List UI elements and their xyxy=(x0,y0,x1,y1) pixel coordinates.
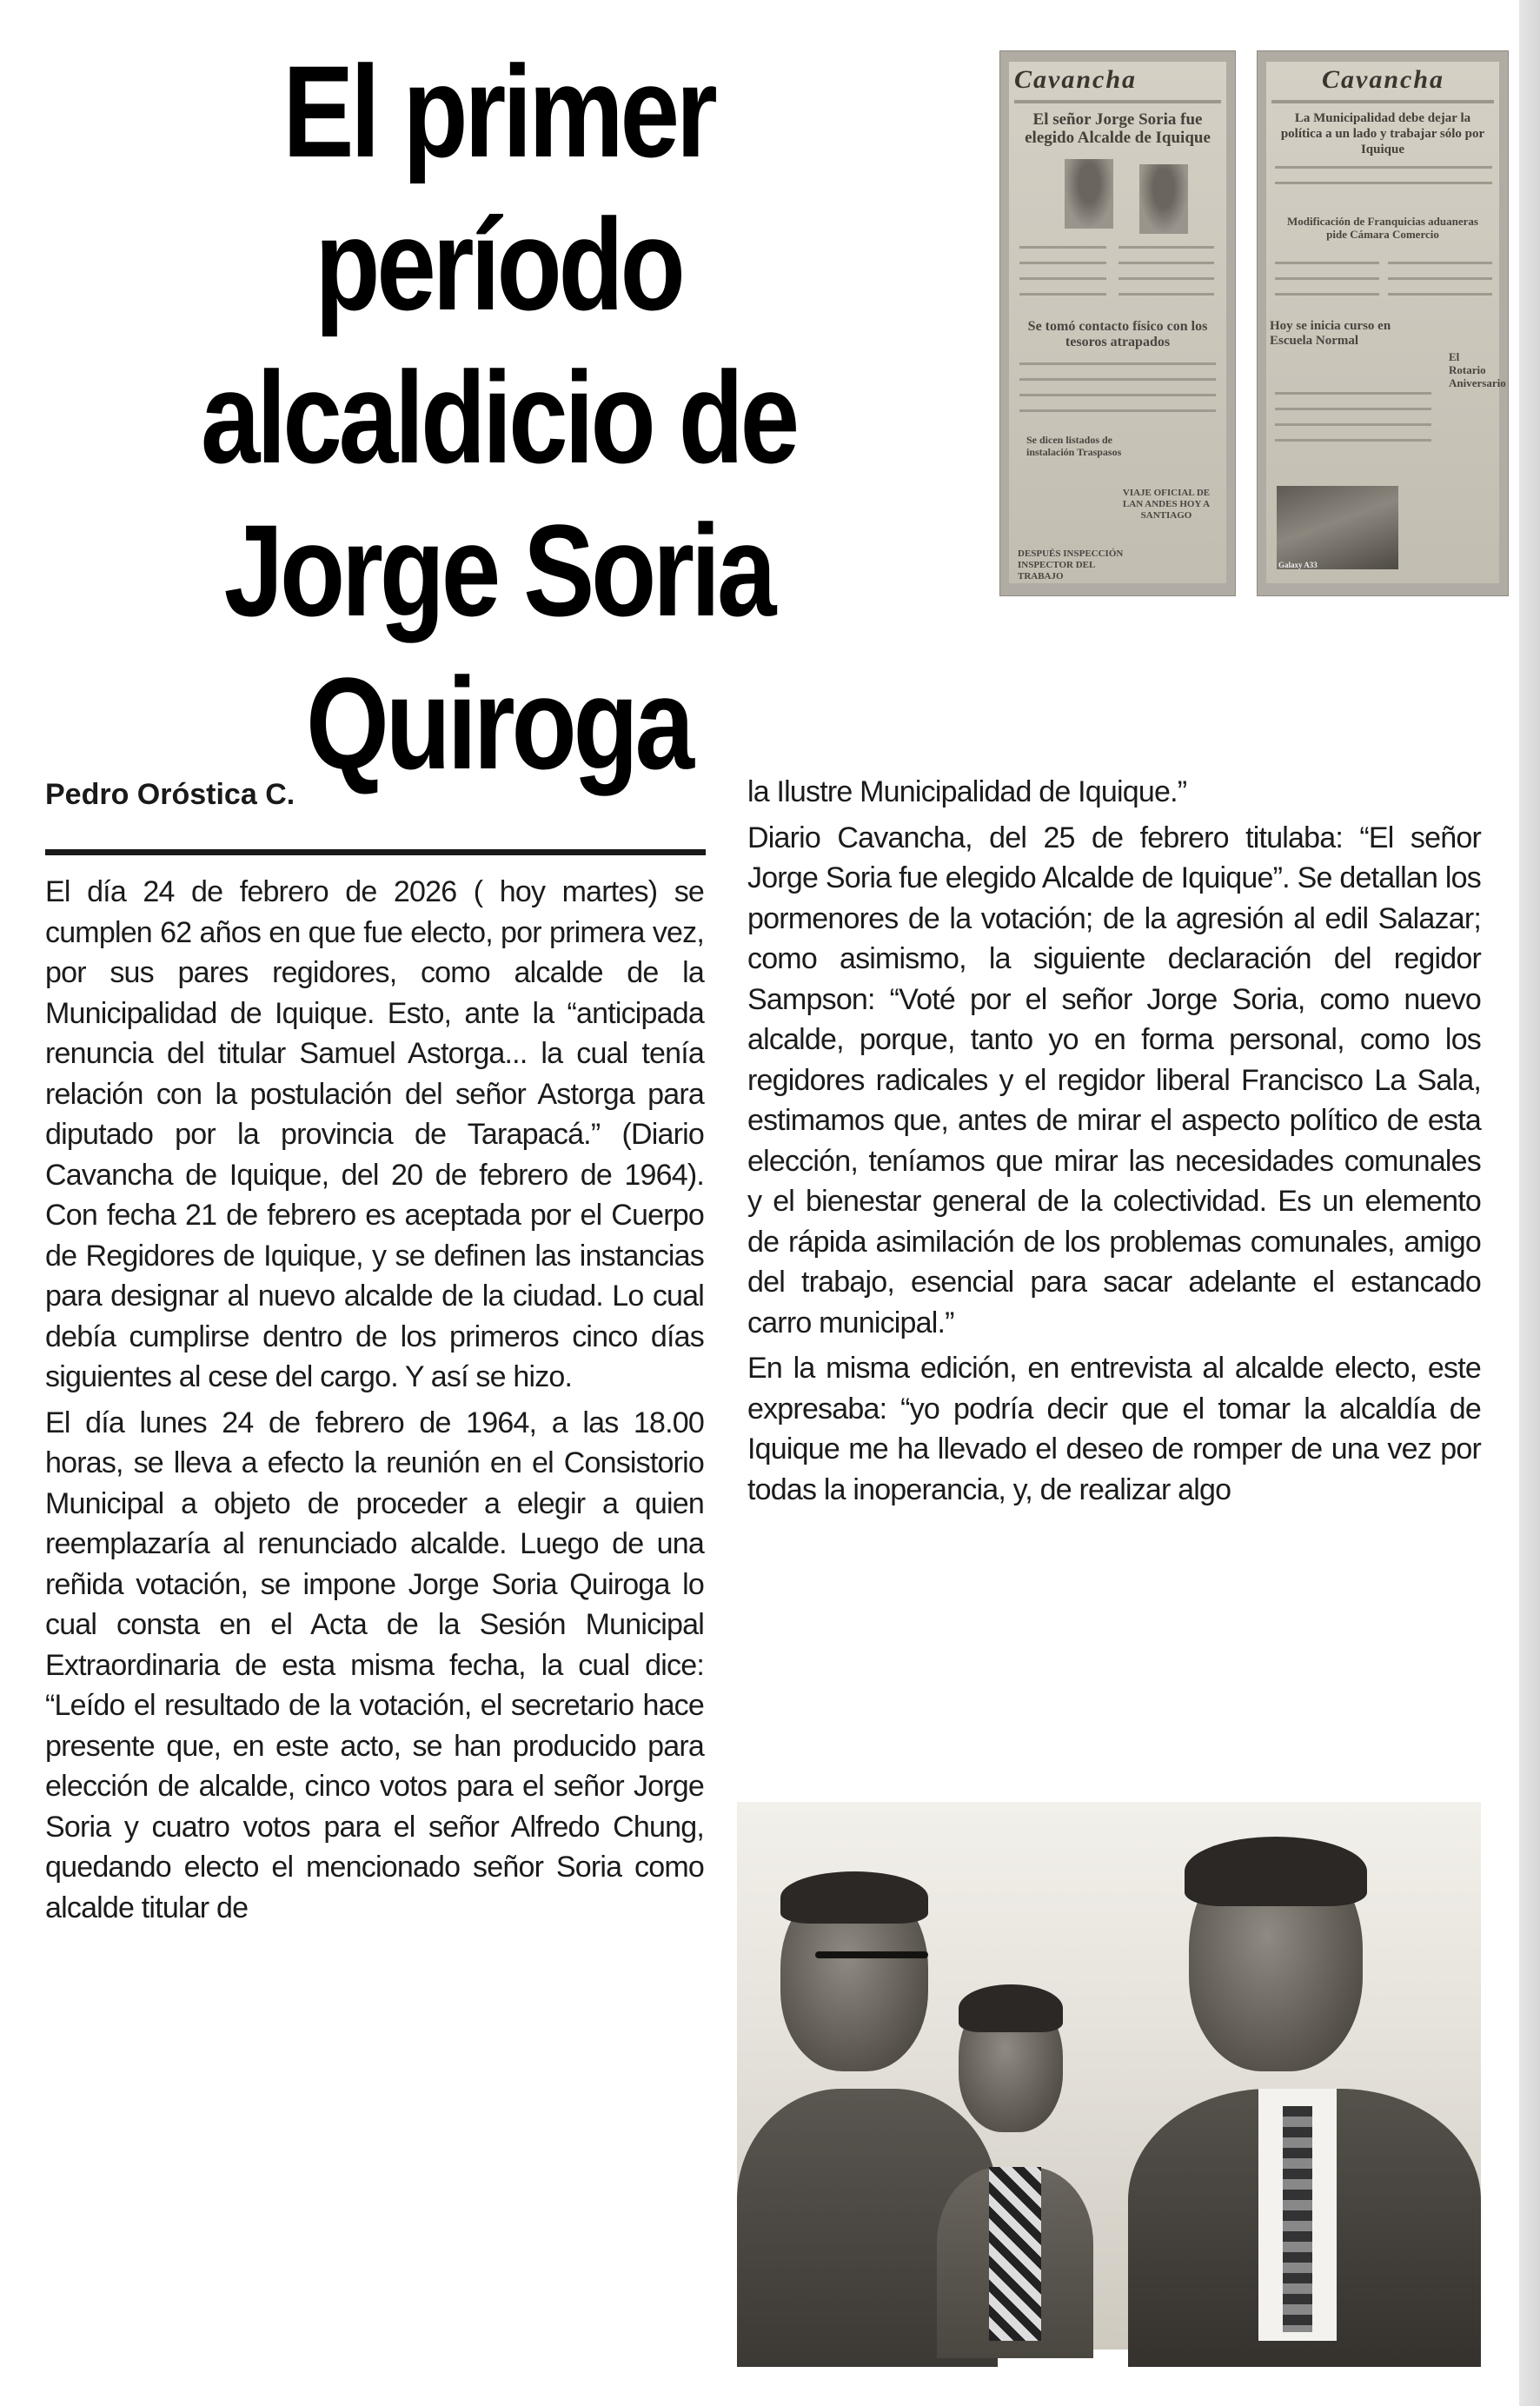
page-edge xyxy=(1519,0,1540,2406)
clipping-paper xyxy=(1266,62,1506,583)
newspaper-clipping-2 xyxy=(1257,50,1509,596)
article-column-left xyxy=(45,872,704,1933)
article-paragraph: la Ilustre Municipalidad de Iquique.” xyxy=(747,775,1187,808)
historical-photo xyxy=(737,1802,1481,2350)
article-paragraph: Diario Cavancha, del 25 de febrero titulaba: “El señor Jorge Soria fue elegido Alcalde de Iquique”. Se detallan los pormenores de la votación; de la agresión al edil Salazar; como asimismo, la siguiente declaración del regidor Sampson: “Voté por el señor Jorge Soria, como nuevo alcalde, porque, tanto yo en forma personal, como los regidores radicales y el regidor liberal Francisco La Sala, estimamos que, antes de mirar el aspecto político de esta elección, teníamos que mirar las necesidades comunales y el bienestar general de la colectividad. Es un elemento de rápida asimilación de los problemas comunales, amigo del trabajo, esencial para sacar adelante el estancado carro municipal.” xyxy=(747,821,1481,1339)
clipping-subhead: Hoy se inicia curso en Escuela Normal xyxy=(1270,319,1391,348)
newspaper-clipping-1 xyxy=(999,50,1236,596)
byline-rule xyxy=(45,849,706,855)
clipping-paper xyxy=(1009,62,1226,583)
article-paragraph: El día 24 de febrero de 2026 ( hoy martes) se cumplen 62 años en que fue electo, por primera vez, por sus pares regidores, como alcalde de la Municipalidad de Iquique. Esto, ante la “anticipada renuncia del titular Samuel Astorga... la cual tenía relación con la postulación del señor Astorga para diputado por la provincia de Tarapacá.” (Diario Cavancha de Iquique, del 20 de febrero de 1964). Con fecha 21 de febrero es aceptada por el Cuerpo de Regidores de Iquique, y se definen las instancias para designar al nuevo alcalde de la ciudad. Lo cual debía cumplirse dentro de los primeros cinco días siguientes al cese del cargo. Y así se hizo. xyxy=(45,875,704,1393)
clipping-portrait-2 xyxy=(1139,164,1188,234)
clipping-subhead: Se tomó contacto físico con los tesoros atrapados xyxy=(1027,319,1208,349)
clipping-subhead: DESPUÉS INSPECCIÓN INSPECTOR DEL TRABAJO xyxy=(1018,548,1124,582)
clipping-subhead: VIAJE OFICIAL DE LAN ANDES HOY A SANTIAGO xyxy=(1122,488,1211,521)
clipping-caption: Galaxy A33 xyxy=(1278,561,1318,569)
clipping-headline: La Municipalidad debe dejar la política a un lado y trabajar sólo por Iquique xyxy=(1280,111,1485,156)
headline: El primer período alcaldicio de Jorge Soria Quiroga xyxy=(200,38,797,796)
clipping-rule xyxy=(1014,100,1221,103)
clipping-rule xyxy=(1271,100,1494,103)
clipping-portrait-1 xyxy=(1065,159,1113,229)
clipping-subhead: El Rotario Aniversario xyxy=(1449,350,1506,389)
clipping-headline: El señor Jorge Soria fue elegido Alcalde de Iquique xyxy=(1025,110,1211,147)
article-paragraph: En la misma edición, en entrevista al alcalde electo, este expresaba: “yo podría decir que el tomar la alcaldía de Iquique me ha llevado el deseo de romper de una vez por todas la inoperancia, y, de realizar algo xyxy=(747,1352,1481,1506)
article-column-right xyxy=(747,772,1481,1515)
clipping-subhead: Se dicen listados de instalación Traspasos xyxy=(1026,434,1122,458)
clipping-masthead: Cavancha xyxy=(1014,65,1138,94)
clipping-masthead: Cavancha xyxy=(1322,65,1445,94)
byline: Pedro Oróstica C. xyxy=(45,778,295,811)
clipping-photo xyxy=(1277,486,1398,569)
clipping-subhead: Modificación de Franquicias aduaneras pide Cámara Comercio xyxy=(1287,215,1478,241)
article-paragraph: El día lunes 24 de febrero de 1964, a las 18.00 horas, se lleva a efecto la reunión en el Consistorio Municipal a objeto de proceder a elegir a quien reemplazaría al renunciado alcalde. Luego de una reñida votación, se impone Jorge Soria Quiroga lo cual consta en el Acta de la Sesión Municipal Extraordinaria de esta misma fecha, la cual dice: “Leído el resultado de la votación, el secretario hace presente que, en este acto, se han producido para elección de alcalde, cinco votos para el señor Jorge Soria y cuatro votos para el señor Alfredo Chung, quedando electo el mencionado señor Soria como alcalde titular de xyxy=(45,1406,704,1924)
